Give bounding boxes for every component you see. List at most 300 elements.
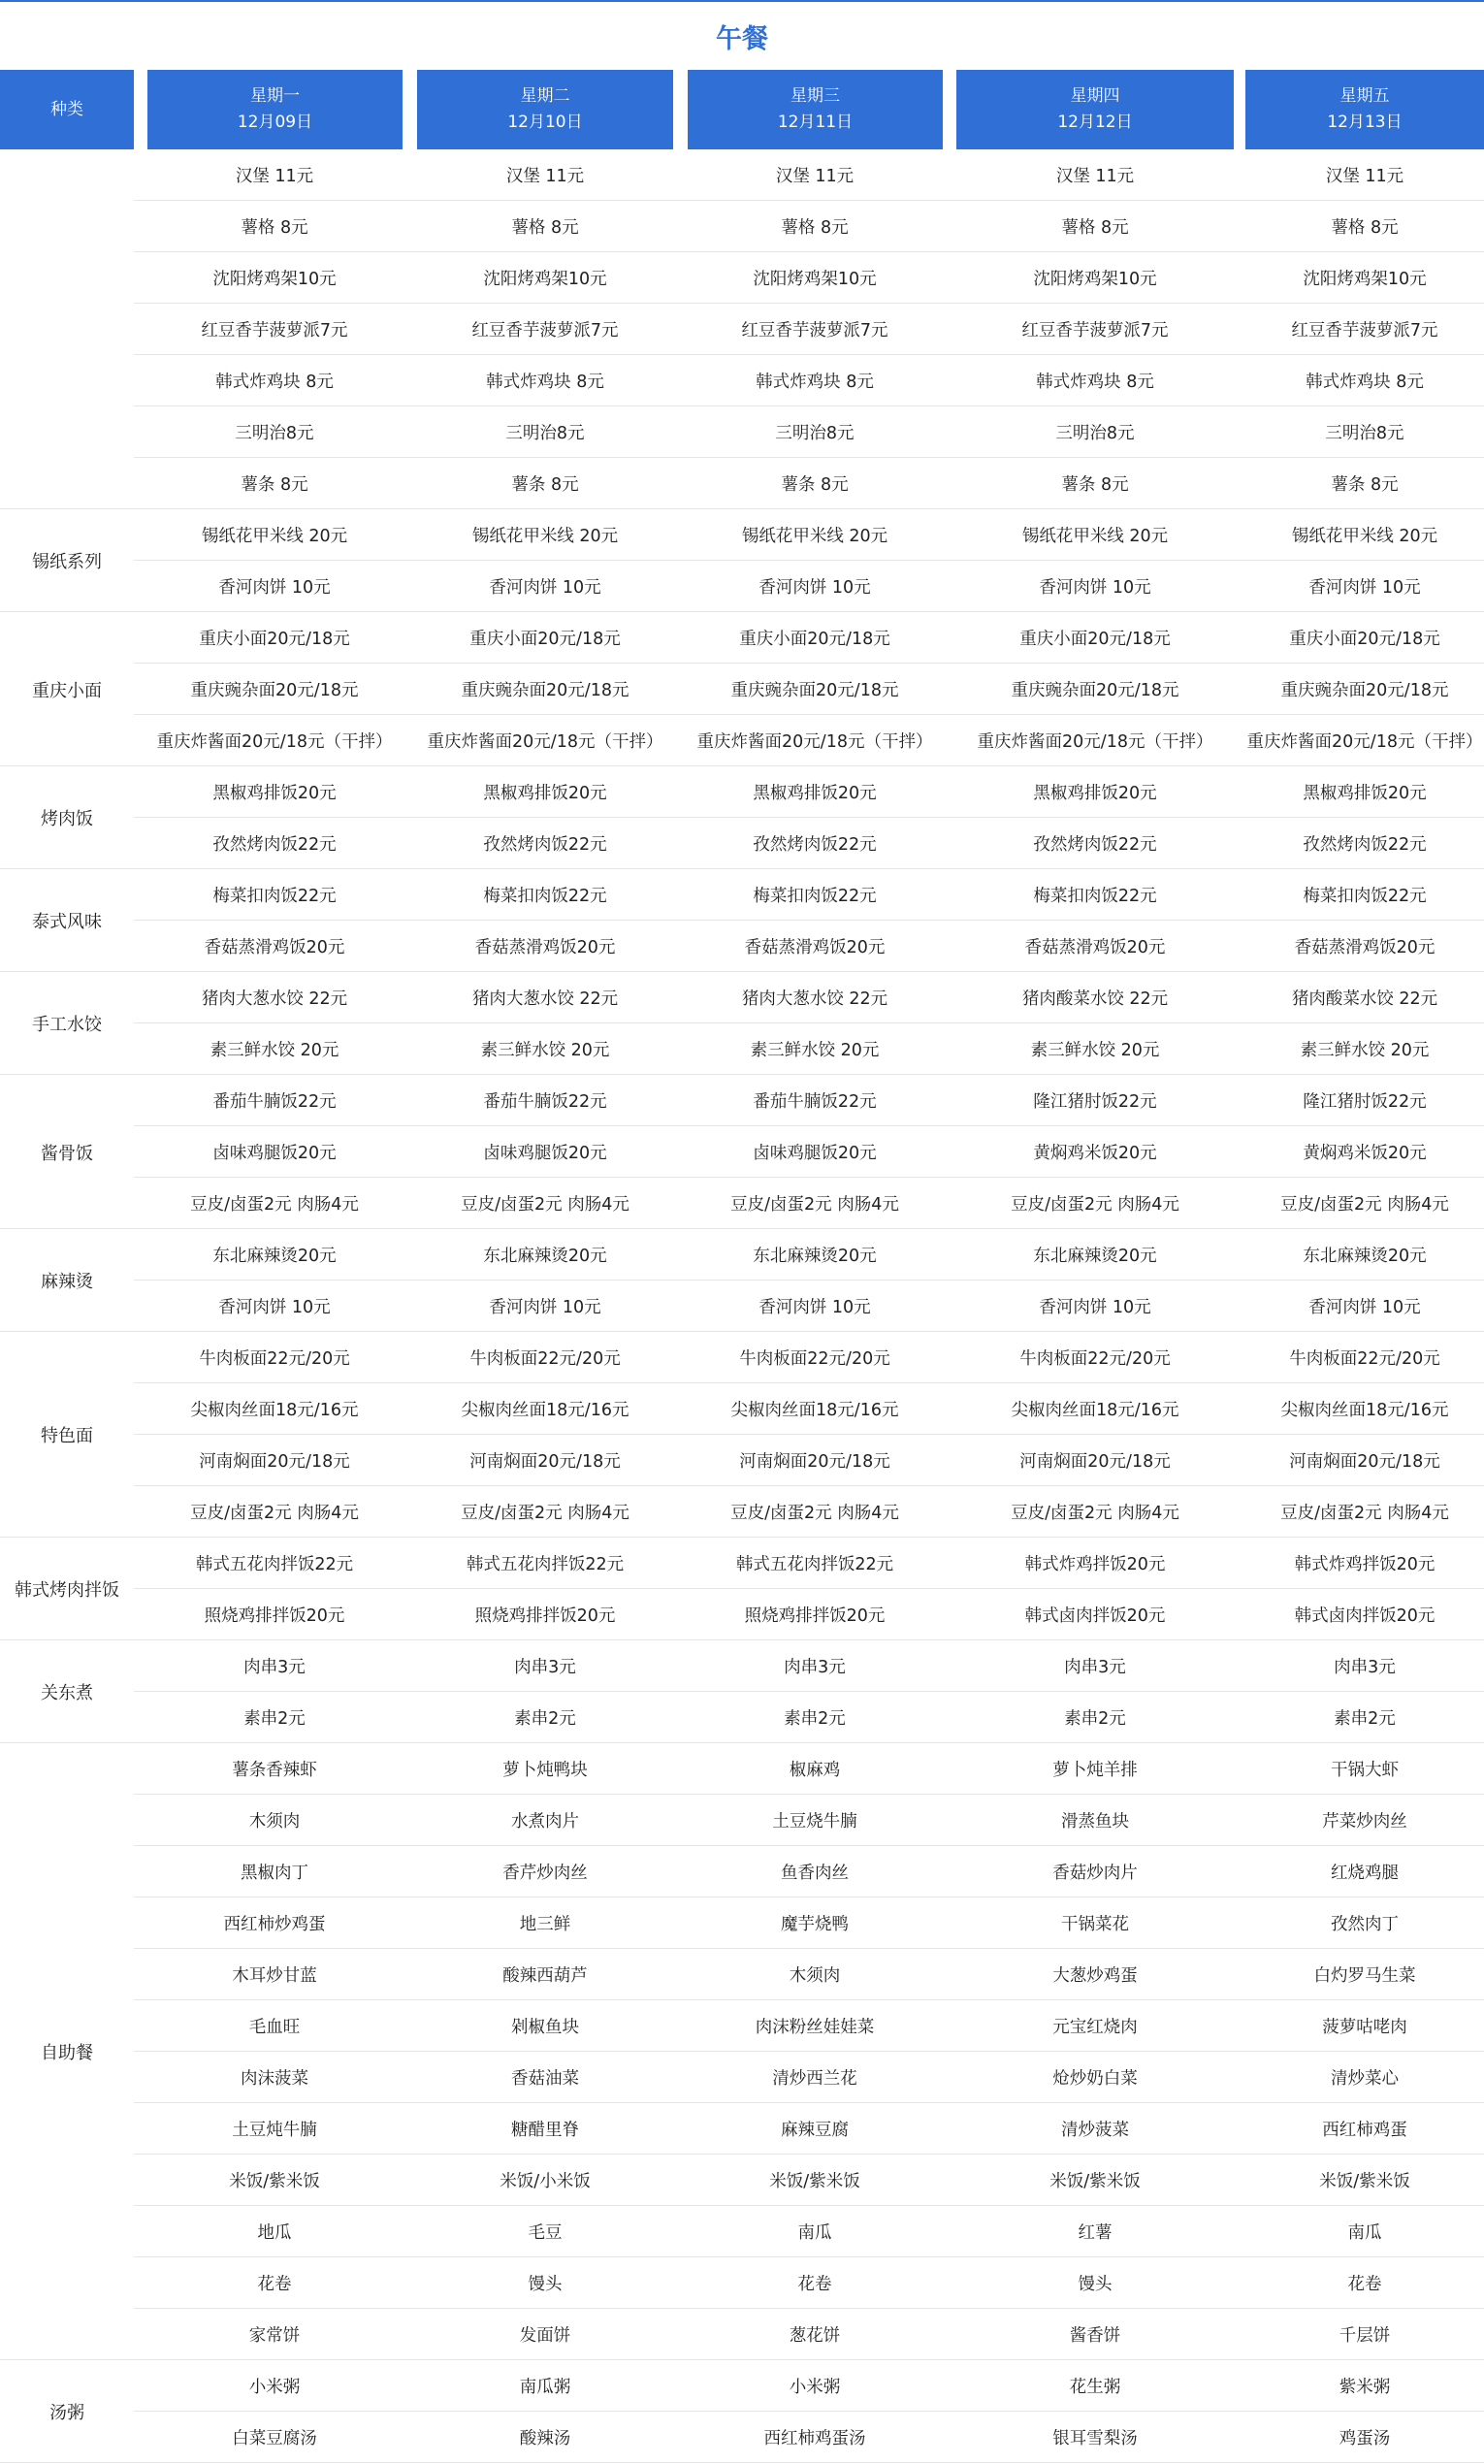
menu-item-cell: 豆皮/卤蛋2元 肉肠4元 bbox=[461, 1504, 629, 1523]
category-label: 关东煮 bbox=[41, 1683, 93, 1703]
menu-item-cell: 米饭/紫米饭 bbox=[1319, 2172, 1410, 2191]
table-row bbox=[0, 2206, 1484, 2257]
menu-item-cell: 水煮肉片 bbox=[511, 1812, 579, 1832]
table-row bbox=[0, 1486, 1484, 1538]
menu-item-cell: 三明治8元 bbox=[1055, 424, 1135, 443]
menu-item-cell: 韩式五花肉拌饭22元 bbox=[195, 1555, 354, 1574]
menu-item-cell: 千层饼 bbox=[1339, 2326, 1391, 2346]
menu-item-cell: 芹菜炒肉丝 bbox=[1322, 1812, 1407, 1832]
menu-item-cell: 孜然烤肉饭22元 bbox=[483, 835, 607, 855]
table-row bbox=[0, 1435, 1484, 1486]
menu-item-cell: 清炒菜心 bbox=[1331, 2069, 1399, 2089]
menu-item-cell: 香河肉饼 10元 bbox=[489, 578, 601, 598]
menu-item-cell: 萝卜炖羊排 bbox=[1052, 1761, 1138, 1780]
menu-item-cell: 孜然烤肉饭22元 bbox=[753, 835, 877, 855]
menu-item-cell: 肉串3元 bbox=[784, 1658, 846, 1677]
menu-item-cell: 素串2元 bbox=[1334, 1709, 1396, 1729]
menu-item-cell: 牛肉板面22元/20元 bbox=[1289, 1349, 1440, 1369]
menu-item-cell: 糖醋里脊 bbox=[511, 2121, 579, 2140]
menu-item-cell: 重庆豌杂面20元/18元 bbox=[1280, 681, 1449, 700]
menu-item-cell: 牛肉板面22元/20元 bbox=[739, 1349, 890, 1369]
menu-item-cell: 梅菜扣肉饭22元 bbox=[753, 887, 877, 906]
menu-item-cell: 鱼香肉丝 bbox=[781, 1864, 849, 1883]
menu-item-cell: 韩式炸鸡块 8元 bbox=[756, 373, 874, 392]
menu-item-cell: 黑椒鸡排饭20元 bbox=[212, 784, 337, 803]
menu-item-cell: 重庆炸酱面20元/18元（干拌） bbox=[1246, 732, 1483, 752]
menu-item-cell: 肉串3元 bbox=[514, 1658, 576, 1677]
menu-item-cell: 香菇蒸滑鸡饭20元 bbox=[744, 938, 886, 957]
menu-item-cell: 豆皮/卤蛋2元 肉肠4元 bbox=[1011, 1195, 1179, 1215]
menu-item-cell: 猪肉大葱水饺 22元 bbox=[471, 989, 619, 1009]
menu-item-cell: 沈阳烤鸡架10元 bbox=[1033, 270, 1157, 289]
menu-item-cell: 葱花饼 bbox=[789, 2326, 841, 2346]
menu-item-cell: 三明治8元 bbox=[775, 424, 855, 443]
menu-item-cell: 尖椒肉丝面18元/16元 bbox=[730, 1401, 899, 1420]
menu-item-cell: 西红柿炒鸡蛋 bbox=[223, 1915, 326, 1934]
header-weekday: 星期二 bbox=[520, 86, 570, 106]
menu-item-cell: 薯格 8元 bbox=[241, 218, 308, 238]
category-label: 烤肉饭 bbox=[41, 809, 93, 829]
header-category-label: 种类 bbox=[50, 99, 83, 119]
menu-item-cell: 黑椒鸡排饭20元 bbox=[1303, 784, 1427, 803]
menu-item-cell: 萝卜炖鸭块 bbox=[502, 1761, 588, 1780]
menu-item-cell: 汉堡 11元 bbox=[775, 167, 855, 186]
table-row bbox=[0, 715, 1484, 766]
table-row bbox=[0, 612, 1484, 664]
menu-item-cell: 尖椒肉丝面18元/16元 bbox=[1280, 1401, 1449, 1420]
menu-item-cell: 黄焖鸡米饭20元 bbox=[1303, 1144, 1427, 1163]
row-divider bbox=[134, 2462, 1484, 2463]
menu-item-cell: 米饭/小米饭 bbox=[500, 2172, 591, 2191]
menu-item-cell: 薯条 8元 bbox=[781, 475, 849, 495]
table-row bbox=[0, 1589, 1484, 1640]
category-label: 韩式烤肉拌饭 bbox=[15, 1580, 119, 1601]
menu-item-cell: 豆皮/卤蛋2元 肉肠4元 bbox=[461, 1195, 629, 1215]
menu-item-cell: 河南焖面20元/18元 bbox=[1289, 1452, 1440, 1472]
menu-item-cell: 猪肉酸菜水饺 22元 bbox=[1291, 989, 1438, 1009]
menu-item-cell: 河南焖面20元/18元 bbox=[469, 1452, 621, 1472]
menu-item-cell: 重庆小面20元/18元 bbox=[1289, 630, 1440, 649]
menu-item-cell: 薯格 8元 bbox=[511, 218, 579, 238]
menu-item-cell: 孜然肉丁 bbox=[1331, 1915, 1399, 1934]
menu-item-cell: 牛肉板面22元/20元 bbox=[469, 1349, 621, 1369]
menu-item-cell: 重庆炸酱面20元/18元（干拌） bbox=[427, 732, 663, 752]
menu-item-cell: 黑椒鸡排饭20元 bbox=[483, 784, 607, 803]
menu-item-cell: 薯格 8元 bbox=[1061, 218, 1129, 238]
menu-item-cell: 香菇蒸滑鸡饭20元 bbox=[1024, 938, 1166, 957]
menu-item-cell: 香菇蒸滑鸡饭20元 bbox=[1294, 938, 1436, 957]
menu-item-cell: 土豆炖牛腩 bbox=[232, 2121, 317, 2140]
menu-item-cell: 毛豆 bbox=[528, 2223, 563, 2243]
menu-item-cell: 薯格 8元 bbox=[781, 218, 849, 238]
menu-item-cell: 米饭/紫米饭 bbox=[769, 2172, 860, 2191]
menu-item-cell: 汉堡 11元 bbox=[1055, 167, 1135, 186]
menu-item-cell: 素串2元 bbox=[784, 1709, 846, 1729]
menu-item-cell: 小米粥 bbox=[789, 2378, 841, 2397]
menu-item-cell: 白灼罗马生菜 bbox=[1313, 1966, 1416, 1986]
menu-item-cell: 东北麻辣烫20元 bbox=[212, 1247, 337, 1266]
table-row bbox=[0, 1281, 1484, 1332]
menu-item-cell: 重庆豌杂面20元/18元 bbox=[461, 681, 629, 700]
menu-item-cell: 素三鲜水饺 20元 bbox=[1300, 1041, 1430, 1060]
menu-item-cell: 南瓜粥 bbox=[519, 2378, 571, 2397]
menu-item-cell: 锡纸花甲米线 20元 bbox=[1291, 527, 1438, 546]
menu-item-cell: 菠萝咕咾肉 bbox=[1322, 2018, 1407, 2037]
menu-item-cell: 重庆豌杂面20元/18元 bbox=[190, 681, 359, 700]
menu-item-cell: 隆江猪肘饭22元 bbox=[1303, 1092, 1427, 1112]
table-row bbox=[0, 1795, 1484, 1846]
menu-item-cell: 河南焖面20元/18元 bbox=[739, 1452, 890, 1472]
menu-item-cell: 清炒西兰花 bbox=[772, 2069, 857, 2089]
table-row bbox=[0, 406, 1484, 458]
table-row bbox=[0, 1949, 1484, 2000]
menu-item-cell: 照烧鸡排拌饭20元 bbox=[744, 1606, 886, 1626]
menu-item-cell: 尖椒肉丝面18元/16元 bbox=[1011, 1401, 1179, 1420]
menu-item-cell: 重庆豌杂面20元/18元 bbox=[730, 681, 899, 700]
table-row bbox=[0, 509, 1484, 561]
menu-item-cell: 滑蒸鱼块 bbox=[1061, 1812, 1129, 1832]
menu-item-cell: 酸辣西葫芦 bbox=[502, 1966, 588, 1986]
menu-item-cell: 韩式炸鸡块 8元 bbox=[1306, 373, 1424, 392]
menu-item-cell: 素串2元 bbox=[243, 1709, 306, 1729]
table-row bbox=[0, 2412, 1484, 2463]
menu-item-cell: 重庆炸酱面20元/18元（干拌） bbox=[696, 732, 933, 752]
table-row bbox=[0, 664, 1484, 715]
menu-item-cell: 发面饼 bbox=[519, 2326, 571, 2346]
table-row bbox=[0, 2052, 1484, 2103]
menu-item-cell: 孜然烤肉饭22元 bbox=[1033, 835, 1157, 855]
page-title: 午餐 bbox=[716, 23, 768, 54]
menu-item-cell: 肉沫菠菜 bbox=[241, 2069, 308, 2089]
menu-item-cell: 大葱炒鸡蛋 bbox=[1052, 1966, 1138, 1986]
menu-item-cell: 素三鲜水饺 20元 bbox=[210, 1041, 339, 1060]
menu-item-cell: 西红柿鸡蛋汤 bbox=[763, 2429, 866, 2448]
menu-item-cell: 番茄牛腩饭22元 bbox=[212, 1092, 337, 1112]
menu-item-cell: 小米粥 bbox=[248, 2378, 301, 2397]
table-row bbox=[0, 1126, 1484, 1178]
table-row bbox=[0, 1332, 1484, 1383]
menu-item-cell: 干锅大虾 bbox=[1331, 1761, 1399, 1780]
menu-item-cell: 麻辣豆腐 bbox=[781, 2121, 849, 2140]
menu-item-cell: 牛肉板面22元/20元 bbox=[199, 1349, 350, 1369]
table-row bbox=[0, 818, 1484, 869]
menu-item-cell: 剁椒鱼块 bbox=[511, 2018, 579, 2037]
menu-item-cell: 重庆小面20元/18元 bbox=[199, 630, 350, 649]
menu-item-cell: 地三鲜 bbox=[519, 1915, 571, 1934]
menu-item-cell: 肉串3元 bbox=[1334, 1658, 1396, 1677]
menu-item-cell: 鸡蛋汤 bbox=[1339, 2429, 1391, 2448]
menu-item-cell: 照烧鸡排拌饭20元 bbox=[474, 1606, 616, 1626]
menu-item-cell: 韩式炸鸡块 8元 bbox=[215, 373, 334, 392]
menu-item-cell: 梅菜扣肉饭22元 bbox=[483, 887, 607, 906]
menu-item-cell: 豆皮/卤蛋2元 肉肠4元 bbox=[190, 1195, 359, 1215]
category-label: 特色面 bbox=[41, 1426, 93, 1446]
menu-item-cell: 锡纸花甲米线 20元 bbox=[1021, 527, 1169, 546]
menu-item-cell: 花卷 bbox=[797, 2275, 832, 2294]
table-row bbox=[0, 1897, 1484, 1949]
menu-item-cell: 香河肉饼 10元 bbox=[1039, 1298, 1151, 1317]
header-date: 12月12日 bbox=[1057, 113, 1133, 132]
menu-item-cell: 素三鲜水饺 20元 bbox=[480, 1041, 610, 1060]
menu-item-cell: 香菇油菜 bbox=[511, 2069, 579, 2089]
menu-item-cell: 韩式五花肉拌饭22元 bbox=[735, 1555, 894, 1574]
menu-item-cell: 土豆烧牛腩 bbox=[772, 1812, 857, 1832]
header-day-fri bbox=[1245, 70, 1484, 149]
menu-item-cell: 韩式炸鸡块 8元 bbox=[486, 373, 604, 392]
menu-item-cell: 炝炒奶白菜 bbox=[1052, 2069, 1138, 2089]
menu-item-cell: 酱香饼 bbox=[1069, 2326, 1121, 2346]
menu-item-cell: 香河肉饼 10元 bbox=[489, 1298, 601, 1317]
menu-item-cell: 梅菜扣肉饭22元 bbox=[1033, 887, 1157, 906]
menu-item-cell: 豆皮/卤蛋2元 肉肠4元 bbox=[730, 1504, 899, 1523]
menu-item-cell: 卤味鸡腿饭20元 bbox=[753, 1144, 877, 1163]
table-row bbox=[0, 561, 1484, 612]
header-date: 12月09日 bbox=[237, 113, 313, 132]
menu-item-cell: 素三鲜水饺 20元 bbox=[1030, 1041, 1160, 1060]
menu-item-cell: 元宝红烧肉 bbox=[1052, 2018, 1138, 2037]
table-row bbox=[0, 355, 1484, 406]
header-day-mon bbox=[147, 70, 403, 149]
menu-item-cell: 豆皮/卤蛋2元 肉肠4元 bbox=[1280, 1504, 1449, 1523]
menu-item-cell: 沈阳烤鸡架10元 bbox=[212, 270, 337, 289]
menu-item-cell: 干锅菜花 bbox=[1061, 1915, 1129, 1934]
menu-item-cell: 黑椒鸡排饭20元 bbox=[1033, 784, 1157, 803]
menu-item-cell: 三明治8元 bbox=[505, 424, 585, 443]
table-row bbox=[0, 2309, 1484, 2360]
menu-item-cell: 花生粥 bbox=[1069, 2378, 1121, 2397]
table-row bbox=[0, 766, 1484, 818]
menu-item-cell: 南瓜 bbox=[1347, 2223, 1382, 2243]
menu-item-cell: 香河肉饼 10元 bbox=[1039, 578, 1151, 598]
menu-item-cell: 猪肉大葱水饺 22元 bbox=[741, 989, 888, 1009]
menu-item-cell: 重庆豌杂面20元/18元 bbox=[1011, 681, 1179, 700]
category-label: 酱骨饭 bbox=[41, 1143, 93, 1164]
menu-item-cell: 木耳炒甘蓝 bbox=[232, 1966, 317, 1986]
menu-item-cell: 香河肉饼 10元 bbox=[758, 1298, 871, 1317]
menu-item-cell: 沈阳烤鸡架10元 bbox=[753, 270, 877, 289]
menu-item-cell: 红豆香芋菠萝派7元 bbox=[1021, 321, 1169, 340]
menu-item-cell: 隆江猪肘饭22元 bbox=[1033, 1092, 1157, 1112]
menu-item-cell: 薯条 8元 bbox=[241, 475, 308, 495]
menu-item-cell: 清炒菠菜 bbox=[1061, 2121, 1129, 2140]
menu-item-cell: 汉堡 11元 bbox=[235, 167, 314, 186]
menu-item-cell: 韩式卤肉拌饭20元 bbox=[1024, 1606, 1166, 1626]
menu-item-cell: 牛肉板面22元/20元 bbox=[1019, 1349, 1171, 1369]
menu-item-cell: 肉串3元 bbox=[1064, 1658, 1126, 1677]
menu-item-cell: 重庆炸酱面20元/18元（干拌） bbox=[977, 732, 1213, 752]
menu-item-cell: 家常饼 bbox=[248, 2326, 301, 2346]
menu-item-cell: 素三鲜水饺 20元 bbox=[750, 1041, 880, 1060]
header-weekday: 星期三 bbox=[790, 86, 840, 106]
menu-item-cell: 银耳雪梨汤 bbox=[1052, 2429, 1138, 2448]
menu-item-cell: 三明治8元 bbox=[235, 424, 314, 443]
menu-item-cell: 香菇炒肉片 bbox=[1052, 1864, 1138, 1883]
table-row bbox=[0, 921, 1484, 972]
menu-item-cell: 素串2元 bbox=[1064, 1709, 1126, 1729]
header-category bbox=[0, 70, 134, 149]
menu-item-cell: 地瓜 bbox=[257, 2223, 292, 2243]
menu-item-cell: 素串2元 bbox=[514, 1709, 576, 1729]
menu-item-cell: 梅菜扣肉饭22元 bbox=[1303, 887, 1427, 906]
menu-item-cell: 馒头 bbox=[1078, 2275, 1113, 2294]
table-row bbox=[0, 1640, 1484, 1692]
header-weekday: 星期四 bbox=[1070, 86, 1120, 106]
table-row bbox=[0, 2103, 1484, 2155]
menu-item-cell: 木须肉 bbox=[248, 1812, 301, 1832]
menu-item-cell: 黄焖鸡米饭20元 bbox=[1033, 1144, 1157, 1163]
menu-item-cell: 番茄牛腩饭22元 bbox=[753, 1092, 877, 1112]
table-row bbox=[0, 458, 1484, 509]
menu-item-cell: 薯条 8元 bbox=[1331, 475, 1399, 495]
menu-item-cell: 尖椒肉丝面18元/16元 bbox=[190, 1401, 359, 1420]
menu-item-cell: 薯格 8元 bbox=[1331, 218, 1399, 238]
menu-item-cell: 香河肉饼 10元 bbox=[218, 1298, 331, 1317]
table-row bbox=[0, 2000, 1484, 2052]
menu-item-cell: 豆皮/卤蛋2元 肉肠4元 bbox=[1280, 1195, 1449, 1215]
menu-item-cell: 米饭/紫米饭 bbox=[1049, 2172, 1141, 2191]
menu-item-cell: 红薯 bbox=[1078, 2223, 1113, 2243]
menu-item-cell: 香菇蒸滑鸡饭20元 bbox=[204, 938, 345, 957]
menu-item-cell: 东北麻辣烫20元 bbox=[753, 1247, 877, 1266]
menu-item-cell: 南瓜 bbox=[797, 2223, 832, 2243]
menu-item-cell: 梅菜扣肉饭22元 bbox=[212, 887, 337, 906]
menu-item-cell: 沈阳烤鸡架10元 bbox=[1303, 270, 1427, 289]
menu-item-cell: 花卷 bbox=[257, 2275, 292, 2294]
menu-item-cell: 猪肉酸菜水饺 22元 bbox=[1021, 989, 1169, 1009]
table-row bbox=[0, 252, 1484, 304]
menu-item-cell: 毛血旺 bbox=[248, 2018, 301, 2037]
menu-item-cell: 三明治8元 bbox=[1325, 424, 1404, 443]
menu-item-cell: 东北麻辣烫20元 bbox=[483, 1247, 607, 1266]
menu-item-cell: 重庆炸酱面20元/18元（干拌） bbox=[156, 732, 393, 752]
header-weekday: 星期五 bbox=[1339, 86, 1390, 106]
header-day-tue bbox=[417, 70, 673, 149]
table-row bbox=[0, 1383, 1484, 1435]
menu-item-cell: 红豆香芋菠萝派7元 bbox=[471, 321, 619, 340]
category-label: 手工水饺 bbox=[32, 1015, 102, 1035]
menu-item-cell: 豆皮/卤蛋2元 肉肠4元 bbox=[730, 1195, 899, 1215]
menu-item-cell: 豆皮/卤蛋2元 肉肠4元 bbox=[1011, 1504, 1179, 1523]
header-date: 12月11日 bbox=[777, 113, 854, 132]
category-label: 汤粥 bbox=[49, 2403, 84, 2423]
menu-item-cell: 东北麻辣烫20元 bbox=[1033, 1247, 1157, 1266]
table-row bbox=[0, 2155, 1484, 2206]
table-row bbox=[0, 1023, 1484, 1075]
table-row bbox=[0, 1743, 1484, 1795]
menu-item-cell: 东北麻辣烫20元 bbox=[1303, 1247, 1427, 1266]
menu-item-cell: 孜然烤肉饭22元 bbox=[1303, 835, 1427, 855]
menu-item-cell: 紫米粥 bbox=[1339, 2378, 1391, 2397]
table-row bbox=[0, 201, 1484, 252]
menu-item-cell: 锡纸花甲米线 20元 bbox=[471, 527, 619, 546]
menu-item-cell: 卤味鸡腿饭20元 bbox=[212, 1144, 337, 1163]
menu-item-cell: 椒麻鸡 bbox=[789, 1761, 841, 1780]
menu-item-cell: 孜然烤肉饭22元 bbox=[212, 835, 337, 855]
menu-item-cell: 番茄牛腩饭22元 bbox=[483, 1092, 607, 1112]
menu-item-cell: 香河肉饼 10元 bbox=[1308, 578, 1421, 598]
menu-item-cell: 重庆小面20元/18元 bbox=[739, 630, 890, 649]
menu-item-cell: 韩式炸鸡拌饭20元 bbox=[1024, 1555, 1166, 1574]
header-date: 12月13日 bbox=[1327, 113, 1403, 132]
menu-item-cell: 照烧鸡排拌饭20元 bbox=[204, 1606, 345, 1626]
menu-item-cell: 红烧鸡腿 bbox=[1331, 1864, 1399, 1883]
menu-item-cell: 薯条香辣虾 bbox=[232, 1761, 317, 1780]
table-row bbox=[0, 149, 1484, 201]
header-weekday: 星期一 bbox=[250, 86, 300, 106]
menu-item-cell: 卤味鸡腿饭20元 bbox=[483, 1144, 607, 1163]
menu-item-cell: 沈阳烤鸡架10元 bbox=[483, 270, 607, 289]
menu-item-cell: 肉沫粉丝娃娃菜 bbox=[755, 2018, 875, 2037]
table-row bbox=[0, 869, 1484, 921]
table-row bbox=[0, 1075, 1484, 1126]
category-label: 自助餐 bbox=[41, 2043, 93, 2063]
menu-item-cell: 红豆香芋菠萝派7元 bbox=[741, 321, 888, 340]
menu-item-cell: 河南焖面20元/18元 bbox=[1019, 1452, 1171, 1472]
menu-item-cell: 重庆小面20元/18元 bbox=[1019, 630, 1171, 649]
header-date: 12月10日 bbox=[507, 113, 583, 132]
menu-item-cell: 韩式五花肉拌饭22元 bbox=[466, 1555, 625, 1574]
category-label: 重庆小面 bbox=[32, 680, 102, 701]
menu-item-cell: 猪肉大葱水饺 22元 bbox=[201, 989, 348, 1009]
menu-item-cell: 黑椒鸡排饭20元 bbox=[753, 784, 877, 803]
menu-item-cell: 香河肉饼 10元 bbox=[218, 578, 331, 598]
menu-item-cell: 酸辣汤 bbox=[519, 2429, 571, 2448]
menu-item-cell: 韩式卤肉拌饭20元 bbox=[1294, 1606, 1436, 1626]
menu-item-cell: 黑椒肉丁 bbox=[241, 1864, 308, 1883]
menu-item-cell: 韩式炸鸡拌饭20元 bbox=[1294, 1555, 1436, 1574]
menu-item-cell: 韩式炸鸡块 8元 bbox=[1036, 373, 1154, 392]
menu-item-cell: 西红柿鸡蛋 bbox=[1322, 2121, 1407, 2140]
table-row bbox=[0, 1229, 1484, 1281]
menu-item-cell: 香河肉饼 10元 bbox=[758, 578, 871, 598]
category-divider bbox=[0, 2462, 134, 2463]
menu-item-cell: 锡纸花甲米线 20元 bbox=[201, 527, 348, 546]
menu-item-cell: 汉堡 11元 bbox=[1325, 167, 1404, 186]
menu-item-cell: 河南焖面20元/18元 bbox=[199, 1452, 350, 1472]
menu-item-cell: 白菜豆腐汤 bbox=[232, 2429, 317, 2448]
table-row bbox=[0, 1178, 1484, 1229]
table-row bbox=[0, 1846, 1484, 1897]
menu-item-cell: 香菇蒸滑鸡饭20元 bbox=[474, 938, 616, 957]
menu-item-cell: 锡纸花甲米线 20元 bbox=[741, 527, 888, 546]
menu-item-cell: 香芹炒肉丝 bbox=[502, 1864, 588, 1883]
menu-item-cell: 红豆香芋菠萝派7元 bbox=[201, 321, 348, 340]
table-row bbox=[0, 972, 1484, 1023]
table-row bbox=[0, 1692, 1484, 1743]
category-label bbox=[0, 149, 134, 509]
menu-item-cell: 汉堡 11元 bbox=[505, 167, 585, 186]
table-row bbox=[0, 2257, 1484, 2309]
menu-item-cell: 豆皮/卤蛋2元 肉肠4元 bbox=[190, 1504, 359, 1523]
table-row bbox=[0, 304, 1484, 355]
table-row bbox=[0, 2360, 1484, 2412]
menu-item-cell: 魔芋烧鸭 bbox=[781, 1915, 849, 1934]
category-label: 锡纸系列 bbox=[32, 552, 102, 572]
header-day-thu bbox=[956, 70, 1234, 149]
menu-item-cell: 薯条 8元 bbox=[511, 475, 579, 495]
header-day-wed bbox=[688, 70, 943, 149]
category-label: 泰式风味 bbox=[32, 912, 102, 932]
menu-item-cell: 木须肉 bbox=[789, 1966, 841, 1986]
menu-item-cell: 重庆小面20元/18元 bbox=[469, 630, 621, 649]
menu-item-cell: 香河肉饼 10元 bbox=[1308, 1298, 1421, 1317]
menu-item-cell: 尖椒肉丝面18元/16元 bbox=[461, 1401, 629, 1420]
menu-item-cell: 肉串3元 bbox=[243, 1658, 306, 1677]
menu-item-cell: 馒头 bbox=[528, 2275, 563, 2294]
menu-item-cell: 米饭/紫米饭 bbox=[229, 2172, 320, 2191]
table-row bbox=[0, 1538, 1484, 1589]
menu-item-cell: 花卷 bbox=[1347, 2275, 1382, 2294]
